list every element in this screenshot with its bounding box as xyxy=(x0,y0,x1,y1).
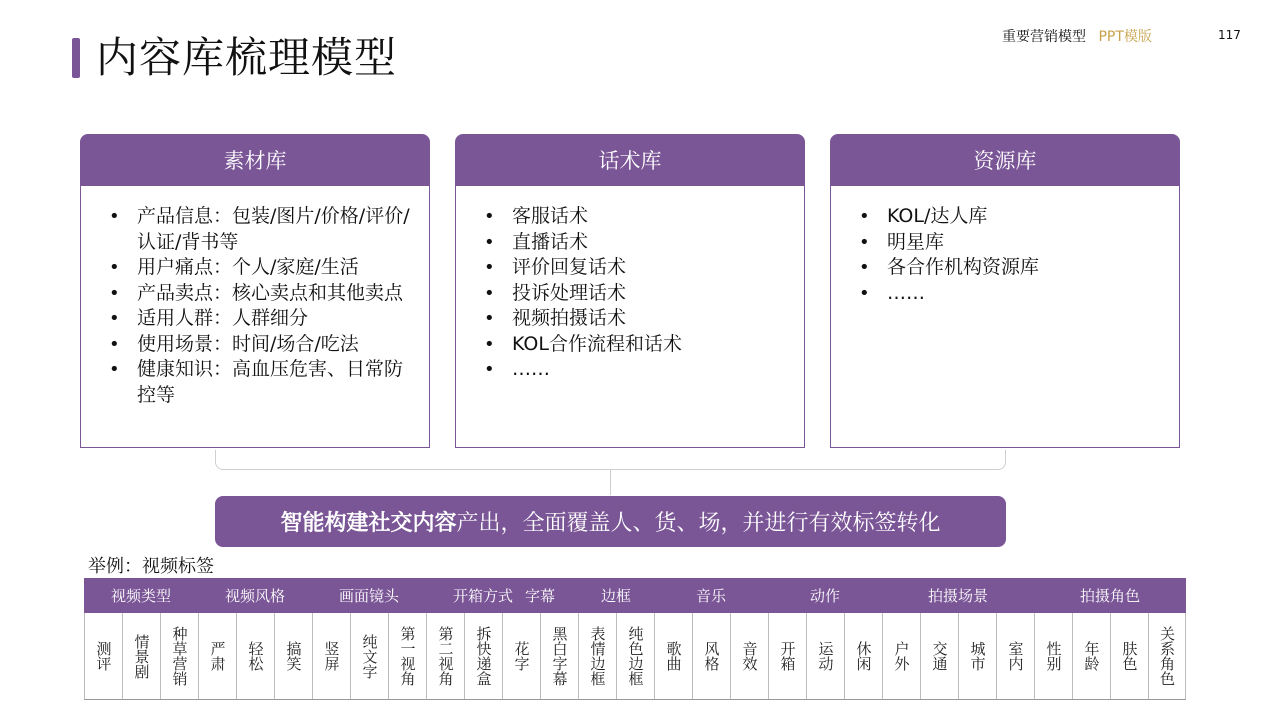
library-box-scripts xyxy=(455,134,805,448)
summary-banner-text: 产出，全面覆盖人、货、场，并进行有效标签转化 xyxy=(456,511,941,536)
tag-cell: 休闲 xyxy=(844,613,882,699)
tag-cell: 性别 xyxy=(1034,613,1072,699)
tag-cell: 表情边框 xyxy=(578,613,616,699)
library-box-materials xyxy=(80,134,430,448)
tag-cell: 关系角色 xyxy=(1148,613,1186,699)
tag-category: 开箱方式 xyxy=(452,587,513,605)
tag-cell: 种草营销 xyxy=(160,613,198,699)
example-label: 举例：视频标签 xyxy=(88,556,214,577)
tag-cell: 开箱 xyxy=(768,613,806,699)
tag-cell: 搞笑 xyxy=(274,613,312,699)
library-item: • KOL/达人库 xyxy=(855,204,1169,230)
page-number: 117 xyxy=(1218,28,1241,42)
tag-cell: 测评 xyxy=(84,613,122,699)
tag-category: 视频类型 xyxy=(110,587,171,605)
tag-cell: 室内 xyxy=(996,613,1034,699)
tag-cell: 纯文字 xyxy=(350,613,388,699)
header-caption-template: PPT模版 xyxy=(1098,29,1152,45)
library-item: • 直播话术 xyxy=(480,230,794,256)
grouping-bracket-stem xyxy=(610,469,611,495)
tag-cell: 花字 xyxy=(502,613,540,699)
tag-cell: 轻松 xyxy=(236,613,274,699)
tag-cell: 第一视角 xyxy=(388,613,426,699)
library-item: • 用户痛点：个人/家庭/生活 xyxy=(105,255,419,281)
tag-cell: 肤色 xyxy=(1110,613,1148,699)
library-item: • 视频拍摄话术 xyxy=(480,306,794,332)
library-item-list xyxy=(480,204,794,383)
tag-cell: 年龄 xyxy=(1072,613,1110,699)
tag-cell: 纯色边框 xyxy=(616,613,654,699)
summary-banner-emphasis: 智能构建社交内容 xyxy=(280,511,457,536)
tag-cell: 城市 xyxy=(958,613,996,699)
header-caption-main: 重要营销模型 xyxy=(1002,29,1086,45)
tag-category: 视频风格 xyxy=(224,587,285,605)
library-item: • 投诉处理话术 xyxy=(480,281,794,307)
tag-category: 动作 xyxy=(809,587,840,605)
tag-cell: 交通 xyxy=(920,613,958,699)
grouping-bracket xyxy=(215,450,1006,470)
tag-category: 拍摄场景 xyxy=(927,587,988,605)
library-box-title: 素材库 xyxy=(80,134,430,186)
library-box-body xyxy=(455,186,805,448)
library-item: • 适用人群：人群细分 xyxy=(105,306,419,332)
library-item: • 客服话术 xyxy=(480,204,794,230)
library-item: • 评价回复话术 xyxy=(480,255,794,281)
tag-category: 边框 xyxy=(600,587,631,605)
library-item: • 明星库 xyxy=(855,230,1169,256)
library-box-title: 资源库 xyxy=(830,134,1180,186)
page-title: 内容库梳理模型 xyxy=(96,33,398,82)
tag-cell: 音效 xyxy=(730,613,768,699)
library-item-list xyxy=(855,204,1169,306)
library-box-body xyxy=(80,186,430,448)
library-item: • KOL合作流程和话术 xyxy=(480,332,794,358)
tag-cell: 户外 xyxy=(882,613,920,699)
tag-cell: 情景剧 xyxy=(122,613,160,699)
tag-category: 拍摄角色 xyxy=(1079,587,1140,605)
library-box-title: 话术库 xyxy=(455,134,805,186)
library-box-body xyxy=(830,186,1180,448)
tag-value-row xyxy=(84,613,1186,700)
tag-cell: 严肃 xyxy=(198,613,236,699)
library-item: • 产品信息：包装/图片/价格/评价/认证/背书等 xyxy=(105,204,419,255)
library-item-list xyxy=(105,204,419,408)
library-item: • 各合作机构资源库 xyxy=(855,255,1169,281)
library-item: • 使用场景：时间/场合/吃法 xyxy=(105,332,419,358)
tag-cell: 第二视角 xyxy=(426,613,464,699)
header-caption xyxy=(1002,26,1152,46)
tag-cell: 风格 xyxy=(692,613,730,699)
library-item: • …… xyxy=(855,281,1169,307)
tag-category: 画面镜头 xyxy=(338,587,399,605)
tag-cell: 歌曲 xyxy=(654,613,692,699)
library-box-resources xyxy=(830,134,1180,448)
title-accent-bar xyxy=(72,38,80,78)
tag-cell: 拆快递盒 xyxy=(464,613,502,699)
tag-cell: 黑白字幕 xyxy=(540,613,578,699)
tag-category: 音乐 xyxy=(695,587,726,605)
library-item: • 健康知识：高血压危害、日常防控等 xyxy=(105,357,419,408)
tag-cell: 运动 xyxy=(806,613,844,699)
summary-banner xyxy=(215,496,1006,547)
library-item: • 产品卖点：核心卖点和其他卖点 xyxy=(105,281,419,307)
tag-cell: 竖屏 xyxy=(312,613,350,699)
tag-category: 字幕 xyxy=(524,587,555,605)
library-item: • …… xyxy=(480,357,794,383)
tag-category-header-row xyxy=(84,578,1186,613)
